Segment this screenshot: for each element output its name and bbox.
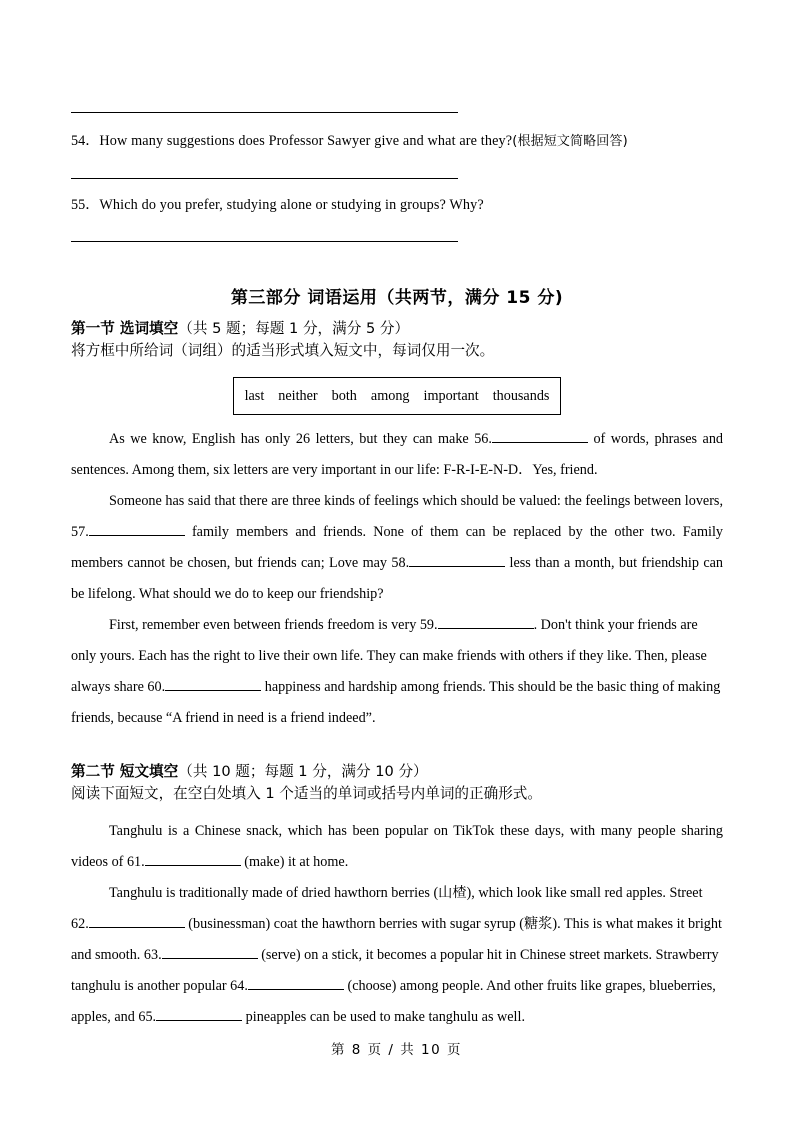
passage-text: (make) it at home. [244, 854, 349, 870]
word-bank-item: last [244, 387, 265, 404]
question-54-text [71, 132, 723, 151]
section-two-title: 第二节 短文填空 [71, 763, 179, 780]
blank-63[interactable] [162, 958, 258, 959]
section-two-scoring: （共 10 题；每题 1 分，满分 10 分） [178, 763, 428, 780]
answer-line [71, 178, 458, 179]
section-one-heading [71, 317, 723, 338]
section-one-heading-line [71, 317, 723, 338]
passage-text: less than a month, but friendship can be lifelong. What should we do to keep our friendship? [71, 555, 724, 602]
section-two-instruction: 阅读下面短文，在空白处填入 1 个适当的单词或括号内单词的正确形式。 [71, 785, 542, 802]
blank-56[interactable] [492, 442, 588, 443]
word-bank-item: both [331, 387, 357, 404]
word-bank-box [233, 377, 561, 415]
word-bank-row [71, 377, 723, 415]
blank-57[interactable] [89, 535, 185, 536]
word-bank-wrapper [71, 377, 723, 415]
passage-text: First, remember even between friends freedom is very 59. [109, 617, 438, 633]
section-two-heading [71, 760, 723, 781]
question-55 [71, 196, 723, 215]
passage-text: (businessman) coat the hawthorn berries with sugar syrup (糖浆). This is what makes it bright and smooth. 63. [71, 916, 722, 963]
passage-paragraph [71, 610, 723, 734]
passage-text: pineapples can be used to make tanghulu as well. [245, 1009, 525, 1025]
passage-text: happiness and hardship among friends. This should be the basic thing of making friends, because “A friend in need is a friend indeed”. [71, 679, 721, 726]
passage-text: . Don't think your friends are only yours. Each has the right to live their own life. They can make friends with others if they like. Then, please always share 60. [71, 617, 707, 695]
blank-58[interactable] [409, 566, 505, 567]
section-two-heading-line [71, 760, 723, 781]
passage-text: of words, phrases and sentences. Among them, six letters are very important in our life: F-R-I-E-N-D．Yes, friend. [71, 431, 724, 478]
page-footer: 第 8 页 / 共 10 页 [330, 1042, 463, 1058]
blank-61[interactable] [145, 865, 241, 866]
part-three-title: 第三部分 词语运用（共两节，满分 15 分) [230, 288, 564, 308]
passage-paragraph [71, 424, 723, 486]
answer-line [71, 112, 458, 113]
word-bank-item: thousands [492, 387, 550, 404]
section-one-instruction: 将方框中所给词（词组）的适当形式填入短文中，每词仅用一次。 [71, 342, 495, 359]
passage-paragraph [71, 878, 723, 1033]
passage-text: (choose) among people. And other fruits like grapes, blueberries, apples, and 65. [71, 978, 716, 1025]
word-bank-item: neither [278, 387, 318, 404]
answer-line [71, 241, 458, 242]
question-55-number: 55． [71, 197, 100, 213]
word-bank-item: among [370, 387, 410, 404]
section-one-instruction-row [71, 339, 723, 360]
passage-text: Someone has said that there are three kinds of feelings which should be valued: the feelings between lovers, 57. [71, 493, 723, 540]
section-two-instruction-row [71, 782, 723, 803]
question-55-text [71, 196, 723, 215]
answer-rule-54 [71, 178, 723, 179]
question-54-number: 54． [71, 133, 100, 149]
blank-60[interactable] [165, 690, 261, 691]
section-one-passage [71, 424, 723, 734]
passage-text: As we know, English has only 26 letters, but they can make 56. [109, 431, 492, 447]
question-54-cn-note: (根据短文简略回答) [512, 134, 628, 149]
blank-64[interactable] [248, 989, 344, 990]
section-one-scoring: （共 5 题；每题 1 分，满分 5 分） [178, 320, 410, 337]
question-54 [71, 132, 723, 151]
passage-text: Tanghulu is a Chinese snack, which has been popular on TikTok these days, with many people sharing videos of 61. [71, 823, 723, 870]
question-55-body: Which do you prefer, studying alone or studying in groups? Why? [99, 197, 484, 213]
answer-rule-55 [71, 241, 723, 242]
blank-65[interactable] [156, 1020, 242, 1021]
section-two-passage [71, 816, 723, 1033]
passage-text: (serve) on a stick, it becomes a popular hit in Chinese street markets. Strawberry tanghulu is another popular 64. [71, 947, 719, 994]
question-54-body: How many suggestions does Professor Sawyer give and what are they? [99, 133, 513, 149]
passage-paragraph [71, 816, 723, 878]
passage-text: Tanghulu is traditionally made of dried hawthorn berries (山楂), which look like small red apples. Street 62. [71, 885, 703, 932]
blank-59[interactable] [438, 628, 534, 629]
section-one-title: 第一节 选词填空 [71, 320, 179, 337]
word-bank-item: important [423, 387, 479, 404]
part-three-heading [71, 283, 723, 308]
answer-rule-53 [71, 112, 723, 113]
passage-text: family members and friends. None of them can be replaced by the other two. Family members cannot be chosen, but friends can; Love may 58. [71, 524, 723, 571]
blank-62[interactable] [89, 927, 185, 928]
passage-paragraph [71, 486, 723, 610]
